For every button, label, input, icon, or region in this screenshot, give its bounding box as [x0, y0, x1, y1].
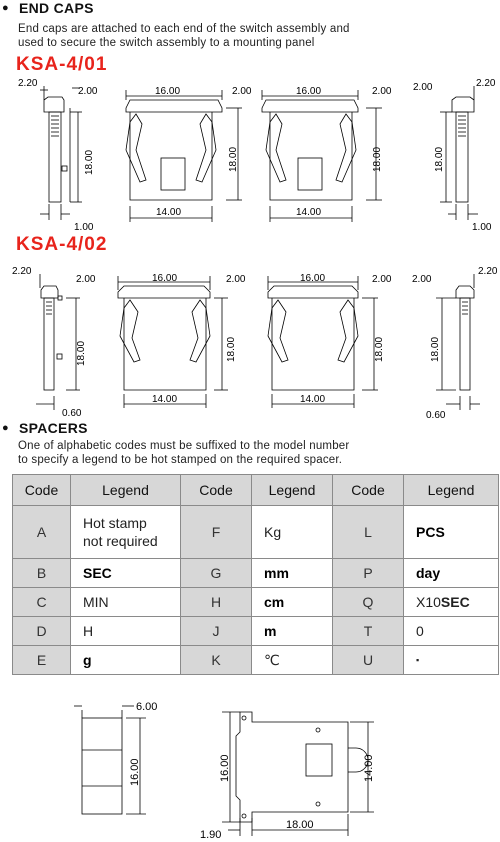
table-header-legend: Legend — [71, 475, 181, 506]
table-cell-code: J — [181, 617, 252, 646]
table-cell-legend: m — [252, 617, 333, 646]
dim-2-00-right: 2.00 — [412, 274, 432, 285]
spacers-description-line1: One of alphabetic codes must be suffixed to the model number — [18, 440, 350, 452]
end-caps-title: END CAPS — [19, 0, 94, 16]
dim-18-00-front1: 18.00 — [228, 146, 239, 172]
table-cell-code: K — [181, 646, 252, 675]
table-cell-code: B — [13, 559, 71, 588]
table-row — [13, 506, 499, 559]
table-cell-code: U — [333, 646, 404, 675]
ksa-4-02-side-view-left — [36, 274, 80, 410]
dim-16-00-front: 16.00 — [219, 754, 231, 782]
table-header-code: Code — [181, 475, 252, 506]
table-cell-legend: ℃ — [252, 646, 333, 675]
table-header-legend: Legend — [404, 475, 499, 506]
dim-18-00-right: 18.00 — [434, 146, 445, 172]
dim-14-00-front1: 14.00 — [156, 207, 182, 218]
dim-2-20-right: 2.20 — [476, 78, 496, 89]
model-ksa-4-01: KSA-4/01 — [16, 54, 108, 75]
dim-18-00-front: 18.00 — [286, 819, 314, 831]
spacers-title: SPACERS — [19, 420, 88, 436]
ksa-4-02-drawing — [0, 258, 500, 420]
table-cell-legend: day — [404, 559, 499, 588]
table-cell-code: D — [13, 617, 71, 646]
legend-code-table — [12, 474, 499, 675]
table-cell-legend: ▪ — [404, 646, 499, 675]
dim-16-00-side: 16.00 — [129, 758, 141, 786]
dim-0-60-right: 0.60 — [426, 410, 446, 420]
dim-14-00-front2: 14.00 — [300, 394, 326, 405]
ksa-4-01-side-view-right — [440, 86, 478, 220]
dim-14-00-front2: 14.00 — [296, 207, 322, 218]
dim-16-00-front1: 16.00 — [155, 86, 181, 97]
dim-2-00-front1: 2.00 — [226, 274, 246, 285]
table-cell-code: L — [333, 506, 404, 559]
legend-prefix: X10 — [416, 594, 441, 610]
dim-16-00-front2: 16.00 — [300, 273, 326, 284]
table-row — [13, 617, 499, 646]
ksa-4-02-front-view-1 — [118, 276, 228, 408]
table-cell-code: A — [13, 506, 71, 559]
dim-2-20-left: 2.20 — [12, 266, 32, 277]
dim-2-00-front2: 2.00 — [372, 86, 392, 97]
table-cell-code: G — [181, 559, 252, 588]
table-header-code: Code — [13, 475, 71, 506]
dim-2-00-right: 2.00 — [413, 82, 433, 93]
dim-16-00-front1: 16.00 — [152, 273, 178, 284]
bullet-icon: ● — [2, 422, 9, 434]
dim-1-90: 1.90 — [200, 829, 222, 841]
dim-16-00-front2: 16.00 — [296, 86, 322, 97]
legend-line: not required — [83, 533, 158, 549]
table-cell-legend: 0 — [404, 617, 499, 646]
model-ksa-4-02: KSA-4/02 — [16, 234, 108, 255]
table-cell-legend: cm — [252, 588, 333, 617]
dim-18-00-left: 18.00 — [76, 340, 87, 366]
table-cell-code: Q — [333, 588, 404, 617]
table-cell-legend: g — [71, 646, 181, 675]
table-header-row — [13, 475, 499, 506]
spacer-front-view — [222, 712, 374, 836]
dim-2-00-front2: 2.00 — [372, 274, 392, 285]
dim-2-00-front1: 2.00 — [232, 86, 252, 97]
end-caps-description-line2: used to secure the switch assembly to a mounting panel — [18, 37, 315, 49]
table-cell-legend: H — [71, 617, 181, 646]
spacer-drawing — [0, 690, 500, 842]
table-cell-code: P — [333, 559, 404, 588]
table-header-code: Code — [333, 475, 404, 506]
dim-6-00: 6.00 — [136, 701, 158, 713]
dim-2-00-left: 2.00 — [78, 86, 98, 97]
ksa-4-01-side-view-left — [40, 86, 82, 220]
ksa-4-02-front-view-2 — [268, 276, 378, 408]
dim-1-00-right: 1.00 — [472, 222, 492, 233]
dim-18-00-front2: 18.00 — [372, 146, 383, 172]
dim-1-00-left: 1.00 — [74, 222, 94, 233]
table-cell-legend: mm — [252, 559, 333, 588]
table-row — [13, 646, 499, 675]
table-cell-code: C — [13, 588, 71, 617]
dim-14-00-front: 14.00 — [363, 754, 375, 782]
dim-2-00-left: 2.00 — [76, 274, 96, 285]
table-header-legend: Legend — [252, 475, 333, 506]
dim-18-00-front2: 18.00 — [374, 336, 385, 362]
table-cell-legend: MIN — [71, 588, 181, 617]
spacers-description-line2: to specify a legend to be hot stamped on the required spacer. — [18, 454, 343, 466]
legend-suffix: SEC — [440, 594, 470, 610]
dim-18-00-front1: 18.00 — [226, 336, 237, 362]
ksa-4-01-front-view-2 — [262, 90, 382, 222]
dim-18-00-left: 18.00 — [84, 149, 95, 175]
dim-14-00-front1: 14.00 — [152, 394, 178, 405]
table-cell-code: T — [333, 617, 404, 646]
table-cell-legend: Kg — [252, 506, 333, 559]
table-cell-legend: SEC — [71, 559, 181, 588]
dim-2-20-right: 2.20 — [478, 266, 498, 277]
ksa-4-02-side-view-right — [436, 274, 480, 410]
table-cell-code: H — [181, 588, 252, 617]
table-cell-legend: PCS — [404, 506, 499, 559]
table-row — [13, 588, 499, 617]
table-cell-code: F — [181, 506, 252, 559]
dim-18-00-right: 18.00 — [430, 336, 441, 362]
ksa-4-01-drawing — [0, 68, 500, 236]
table-row — [13, 559, 499, 588]
table-cell-legend — [71, 506, 181, 559]
bullet-icon: ● — [2, 2, 9, 14]
end-caps-description-line1: End caps are attached to each end of the switch assembly and — [18, 23, 350, 35]
ksa-4-01-front-view-1 — [126, 90, 242, 222]
table-cell-code: E — [13, 646, 71, 675]
dim-0-60-left: 0.60 — [62, 408, 82, 419]
table-cell-legend — [404, 588, 499, 617]
dim-2-20-left: 2.20 — [18, 78, 38, 89]
legend-line: Hot stamp — [83, 515, 147, 531]
